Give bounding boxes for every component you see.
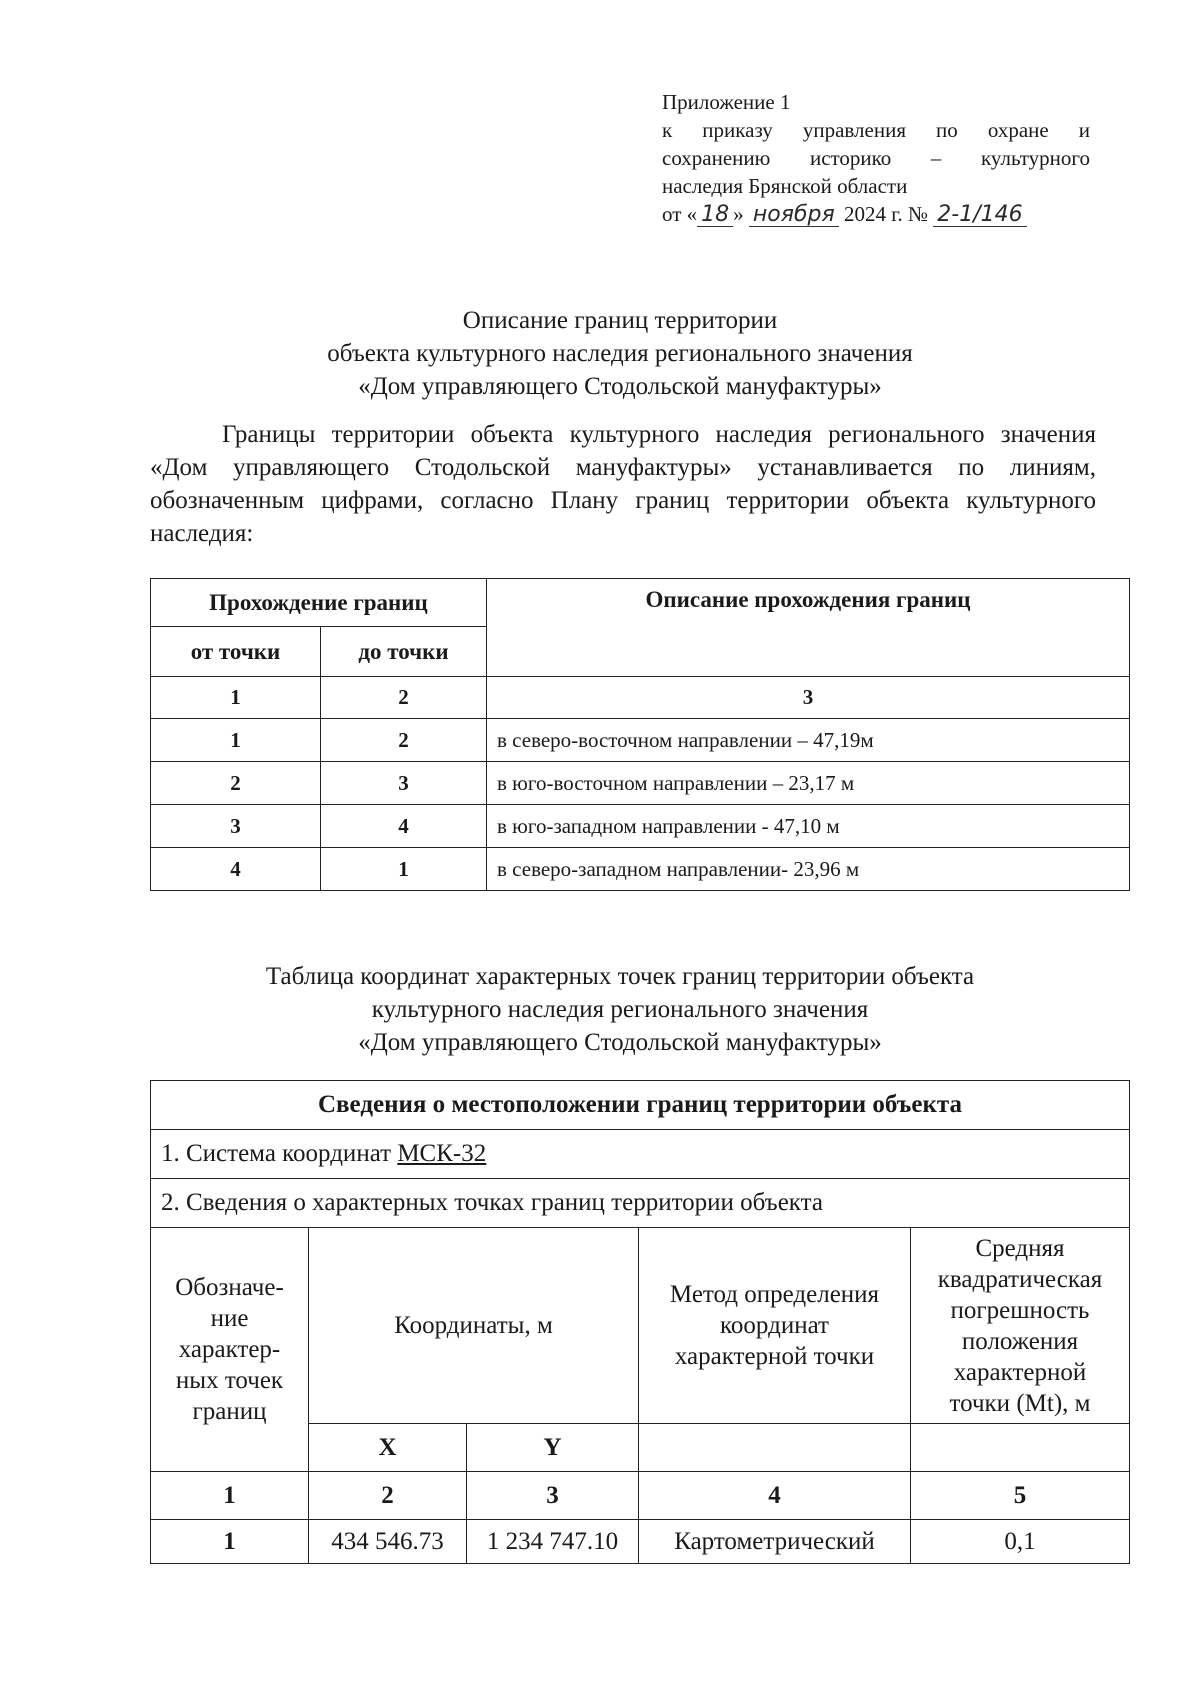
column-number: 2 (309, 1472, 467, 1520)
header-line: Метод определения (669, 1281, 880, 1308)
title-line: «Дом управляющего Стодольской мануфактуры» (358, 373, 882, 400)
appendix-title: Приложение 1 (662, 90, 791, 114)
appendix-line: к приказу управления по охране и (662, 118, 1090, 142)
passage-description: в юго-восточном направлении – 23,17 м (487, 762, 1130, 805)
column-number: 3 (487, 677, 1130, 719)
from-point: 1 (151, 719, 321, 762)
header-line: Средняя (975, 1234, 1065, 1262)
system-label: 1. Система координат (161, 1140, 398, 1167)
numbering-row (151, 677, 1130, 719)
header-passage: Прохождение границ (151, 579, 487, 627)
column-number: 5 (911, 1472, 1130, 1520)
boundary-description-table (150, 578, 1130, 891)
to-point: 4 (321, 805, 487, 848)
header-line: координат (720, 1312, 829, 1339)
from-point: 2 (151, 762, 321, 805)
y-header: Y (467, 1424, 639, 1472)
column-number: 2 (321, 677, 487, 719)
from-point: 3 (151, 805, 321, 848)
coordinates-title (150, 960, 1090, 1059)
header-line: положения (961, 1327, 1079, 1355)
header-line: погрешность (950, 1296, 1090, 1324)
system-value: МСК-32 (397, 1140, 487, 1167)
x-coordinate: 434 546.73 (309, 1520, 467, 1564)
table-row (151, 719, 1130, 762)
header-to: до точки (321, 627, 487, 677)
appendix-date-line (662, 200, 1090, 228)
title-line: объекта культурного наследия регионального значения (327, 340, 913, 367)
column-number: 4 (639, 1472, 911, 1520)
points-info-row: 2. Сведения о характерных точках границ территории объекта (151, 1179, 1130, 1228)
from-point: 4 (151, 848, 321, 891)
table-row (151, 762, 1130, 805)
header-line: точки (Mt), м (949, 1389, 1091, 1417)
error-header (911, 1228, 1130, 1424)
location-header: Сведения о местоположении границ территории объекта (151, 1081, 1130, 1130)
column-number: 3 (467, 1472, 639, 1520)
table-row (151, 1520, 1130, 1564)
passage-description: в северо-восточном направлении – 47,19м (487, 719, 1130, 762)
boundary-paragraph: Границы территории объекта культурного наследия регионального значения «Дом управляющего Стодольской мануфактуры» устанавливается по линиям, обозначенным цифрами, согласно Плану границ территории объекта культурного наследия: (150, 421, 1096, 547)
header-from: от точки (151, 627, 321, 677)
passage-description: в юго-западном направлении - 47,10 м (487, 805, 1130, 848)
y-coordinate: 1 234 747.10 (467, 1520, 639, 1564)
header-line: квадратическая (937, 1265, 1103, 1293)
title-line: Описание границ территории (462, 307, 778, 334)
appendix-block (662, 88, 1090, 228)
error-value: 0,1 (911, 1520, 1130, 1564)
x-header: X (309, 1424, 467, 1472)
table-row (151, 805, 1130, 848)
empty-cell (639, 1424, 911, 1472)
order-day: 18 (697, 204, 733, 227)
header-line: характерной точки (674, 1343, 875, 1370)
table-row (151, 848, 1130, 891)
point-id: 1 (151, 1520, 309, 1564)
header-line: характер- (178, 1336, 281, 1363)
numbering-row (151, 1472, 1130, 1520)
coordinate-system-row (151, 1130, 1130, 1179)
header-line: ных точек (175, 1367, 284, 1394)
order-month: ноября (749, 204, 839, 227)
title-line: Таблица координат характерных точек границ территории объекта (265, 963, 975, 990)
to-point: 1 (321, 848, 487, 891)
appendix-line: наследия Брянской области (662, 174, 908, 198)
method-value: Картометрический (639, 1520, 911, 1564)
to-point: 3 (321, 762, 487, 805)
empty-cell (911, 1424, 1130, 1472)
order-number: 2-1/146 (933, 204, 1026, 227)
header-description: Описание прохождения границ (487, 579, 1130, 677)
passage-description: в северо-западном направлении- 23,96 м (487, 848, 1130, 891)
title-line: культурного наследия регионального значения (371, 996, 869, 1023)
description-title (150, 304, 1090, 403)
header-line: Обозначе- (175, 1274, 284, 1301)
date-mid: » (733, 202, 749, 226)
header-line: ние (210, 1305, 249, 1332)
column-number: 1 (151, 1472, 309, 1520)
header-line: границ (192, 1398, 267, 1425)
header-line: характерной (953, 1358, 1087, 1386)
method-header (639, 1228, 911, 1424)
date-prefix: от « (662, 202, 698, 226)
order-year: 2024 г. № (844, 202, 929, 226)
coordinates-header: Координаты, м (309, 1228, 639, 1424)
to-point: 2 (321, 719, 487, 762)
coordinates-table (150, 1080, 1130, 1564)
column-number: 1 (151, 677, 321, 719)
appendix-line: сохранению историко – культурного (662, 146, 1090, 170)
title-line: «Дом управляющего Стодольской мануфактуры» (358, 1029, 882, 1056)
point-designation-header (151, 1228, 309, 1472)
